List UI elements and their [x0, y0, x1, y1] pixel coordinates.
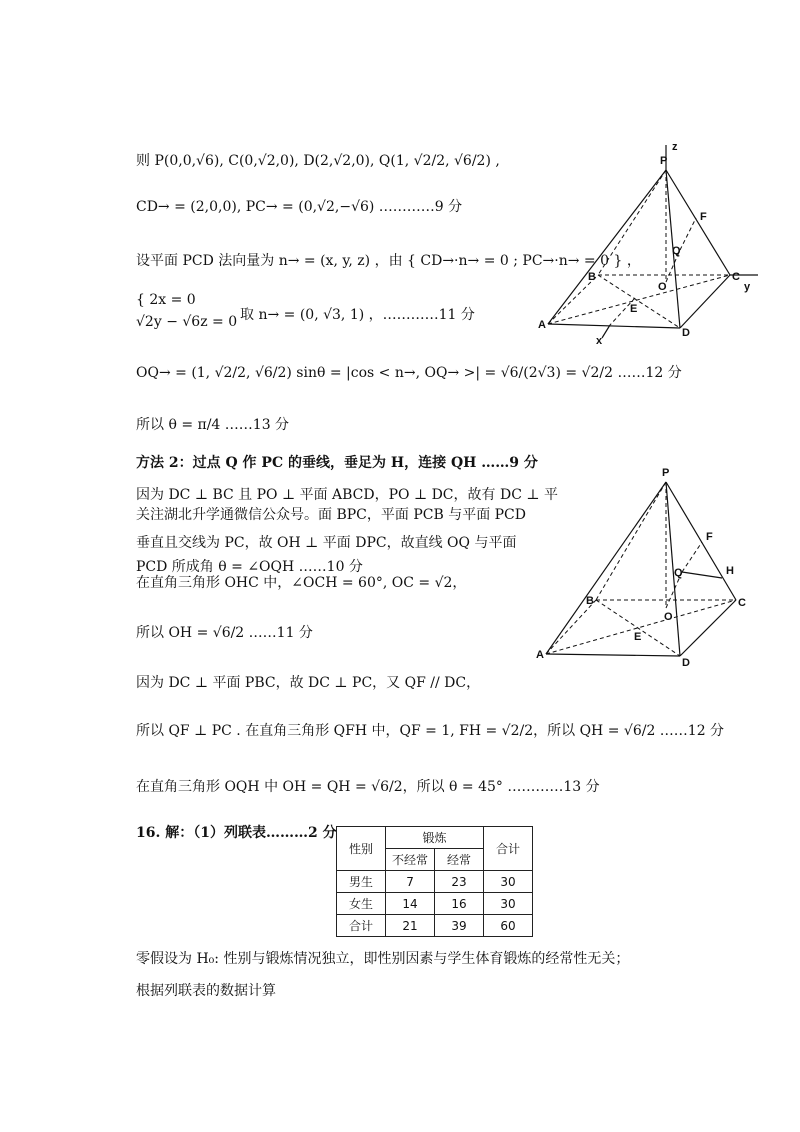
label-d: D [682, 657, 690, 669]
cell-total: 30 [484, 893, 533, 915]
cell-total: 30 [484, 871, 533, 893]
coords-line: 则 P(0,0,√6), C(0,√2,0), D(2,√2,0), Q(1, √2/2, √6/2) , [136, 153, 500, 169]
label-z: z [672, 141, 678, 153]
label-f: F [700, 211, 707, 223]
label-b: B [588, 271, 596, 283]
edge-pa [548, 170, 666, 324]
theta-result-line: 所以 θ = π/4 ……13 分 [136, 417, 290, 433]
proof-line-4: PCD 所成角 θ = ∠OQH ……10 分 [136, 559, 363, 575]
label-e: E [634, 631, 642, 643]
header-rarely: 不经常 [386, 849, 435, 871]
edge-dc [680, 275, 730, 328]
system-line-1: { 2x = 0 [136, 292, 196, 308]
edge-pb [596, 482, 666, 600]
header-exercise: 锻炼 [386, 827, 484, 849]
contingency-table [336, 826, 533, 937]
diag-bd [596, 600, 680, 656]
cell-total: 60 [484, 915, 533, 937]
label-o: O [658, 281, 667, 293]
normal-vector-line: 设平面 PCD 法向量为 n→ = (x, y, z) ，由 { CD→·n→ = 0 ; PC→·n→ = 0 } ， [136, 253, 641, 269]
header-often: 经常 [435, 849, 484, 871]
label-c: C [738, 597, 746, 609]
null-hypothesis-line: 零假设为 H₀: 性别与锻炼情况独立，即性别因素与学生体育锻炼的经常性无关； [136, 951, 630, 967]
edge-pc [666, 482, 736, 600]
label-a: A [536, 649, 544, 661]
diag-ac [546, 600, 736, 654]
label-x: x [596, 335, 603, 347]
qh-result-line: 所以 QF ⊥ PC . 在直角三角形 QFH 中，QF = 1, FH = √2/2，所以 QH = √6/2 ……12 分 [136, 723, 725, 739]
cell-rarely: 14 [386, 893, 435, 915]
header-gender: 性别 [337, 827, 386, 871]
dc-perp-line: 因为 DC ⊥ 平面 PBC，故 DC ⊥ PC，又 QF // DC， [136, 675, 481, 691]
edge-ab [546, 600, 596, 654]
label-c: C [732, 271, 740, 283]
cell-rarely: 21 [386, 915, 435, 937]
label-b: B [586, 595, 594, 607]
edge-pa [546, 482, 666, 654]
label-f: F [706, 531, 713, 543]
sin-theta-line: OQ→ = (1, √2/2, √6/2) sinθ = |cos < n→, OQ→ >| = √6/(2√3) = √2/2 ……12 分 [136, 365, 682, 381]
q16-heading: 16. 解：（1）列联表………2 分 [136, 825, 337, 841]
seg-qh [682, 572, 722, 578]
proof-line-3: 垂直且交线为 PC，故 OH ⊥ 平面 DPC，故直线 OQ 与平面 [136, 535, 517, 551]
table-row [337, 915, 533, 937]
method2-heading: 方法 2：过点 Q 作 PC 的垂线，垂足为 H，连接 QH ……9 分 [136, 455, 538, 471]
edge-ad [548, 324, 680, 328]
theta45-line: 在直角三角形 OQH 中 OH = QH = √6/2，所以 θ = 45° …………13 分 [136, 779, 600, 795]
label-a: A [538, 319, 546, 331]
label-p: P [662, 467, 670, 479]
seg-qf [682, 542, 702, 572]
header-total: 合计 [484, 827, 533, 871]
label-d: D [682, 327, 690, 339]
row-label: 合计 [337, 915, 386, 937]
compute-line: 根据列联表的数据计算 [136, 983, 276, 999]
seg-qf [680, 218, 696, 250]
pyramid-figure-1 [530, 130, 780, 350]
row-label: 女生 [337, 893, 386, 915]
table-row [337, 871, 533, 893]
diag-ac [548, 275, 730, 324]
x-axis-end [602, 325, 610, 338]
label-y: y [744, 281, 751, 293]
cell-often: 16 [435, 893, 484, 915]
cell-often: 39 [435, 915, 484, 937]
system-line-2: √2y − √6z = 0 [136, 314, 238, 330]
diag-bd [598, 275, 680, 328]
label-h: H [726, 565, 734, 577]
row-label: 男生 [337, 871, 386, 893]
oh-result-line: 所以 OH = √6/2 ……11 分 [136, 625, 313, 641]
table-row [337, 893, 533, 915]
vectors-line: CD→ = (2,0,0), PC→ = (0,√2,−√6) …………9 分 [136, 199, 463, 215]
proof-line-1: 因为 DC ⊥ BC 且 PO ⊥ 平面 ABCD，PO ⊥ DC，故有 DC ⊥ 平 [136, 487, 558, 503]
label-q: Q [672, 245, 681, 257]
proof-line-5: 在直角三角形 OHC 中，∠OCH = 60°, OC = √2， [136, 575, 467, 591]
proof-line-2: 关注湖北升学通微信公众号。面 BPC，平面 PCB 与平面 PCD [136, 507, 526, 523]
edge-ad [546, 654, 680, 656]
pyramid-figure-2 [530, 460, 780, 670]
cell-rarely: 7 [386, 871, 435, 893]
label-p: P [660, 155, 668, 167]
cell-often: 23 [435, 871, 484, 893]
normal-result-line: 取 n→ = (0, √3, 1) ，…………11 分 [240, 307, 475, 323]
label-o: O [664, 611, 673, 623]
label-e: E [630, 303, 638, 315]
edge-pb [598, 170, 666, 275]
label-q: Q [674, 567, 683, 579]
